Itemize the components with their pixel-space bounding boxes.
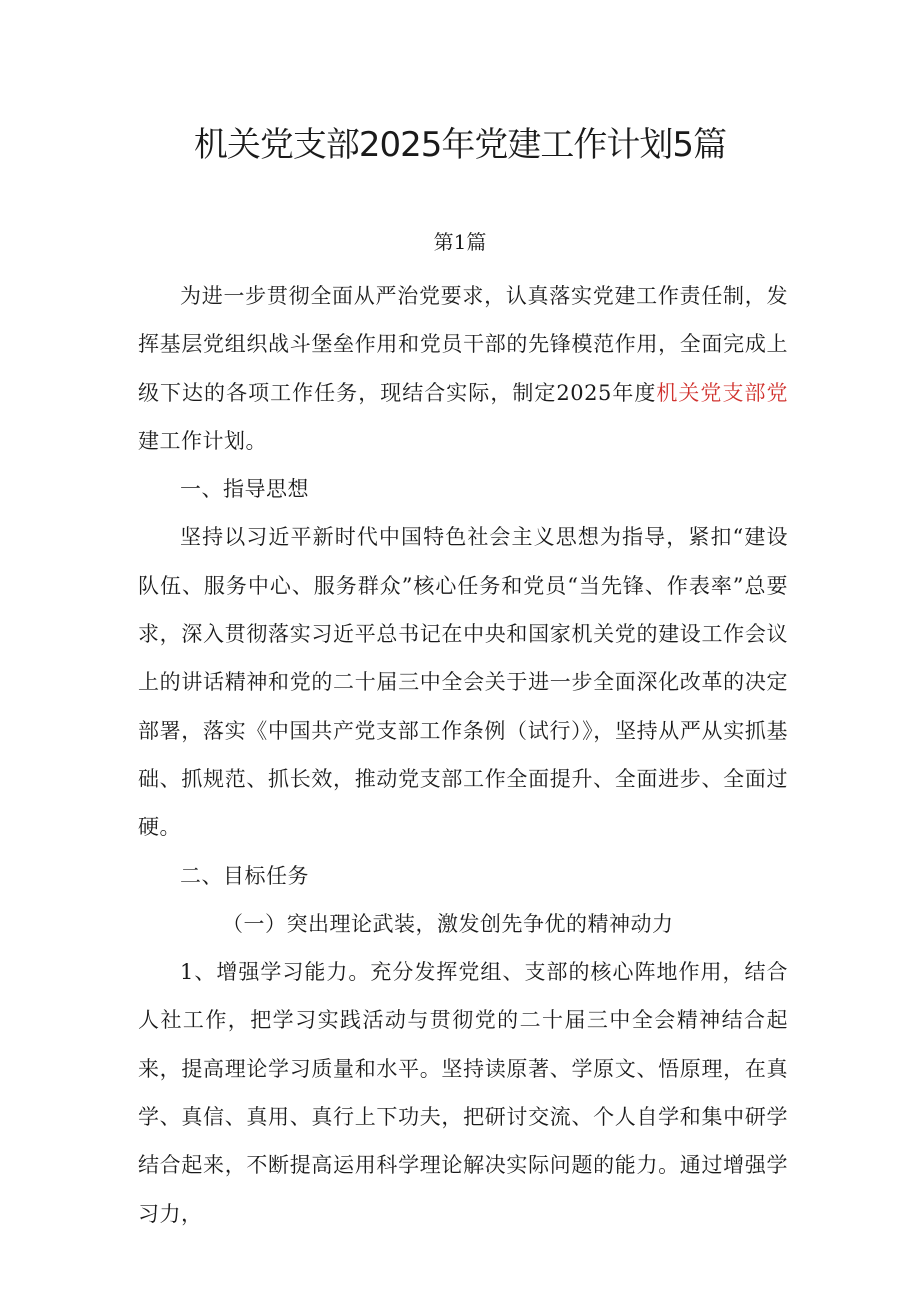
heading-goals-tasks: 二、目标任务 [180,863,309,888]
intro-highlight-text: 机关党支部党 [656,380,788,405]
subheading-theory: （一）突出理论武装，激发创先争优的精神动力 [222,911,674,936]
intro-text: 为进一步贯彻全面从严治党要求，认真落实党建工作责任制，发挥基层党组织战斗堡垒作用和党员干部的先锋模范作用，全面完成上级下达的各项工作任务，现结合实际，制定2025年度 [138,284,788,405]
guiding-paragraph: 坚持以习近平新时代中国特色社会主义思想为指导，紧扣“建设队伍、服务中心、服务群众”核心任务和党员“当先锋、作表率”总要求，深入贯彻落实习近平总书记在中央和国家机关党的建设工作会议上的讲话精神和党的二十届三中全会关于进一步全面深化改革的决定部署，落实《中国共产党支部工作条例（试行）》，坚持从严从实抓基础、抓规范、抓长效，推动党支部工作全面提升、全面进步、全面过硬。 [138,525,788,840]
intro-paragraph [138,272,788,465]
item-1-paragraph: 1、增强学习能力。充分发挥党组、支部的核心阵地作用，结合人社工作，把学习实践活动与贯彻党的二十届三中全会精神结合起来，提高理论学习质量和水平。坚持读原著、学原文、悟原理，在真学、真信、真用、真行上下功夫，把研讨交流、个人自学和集中研学结合起来，不断提高运用科学理论解决实际问题的能力。通过增强学习力， [138,960,788,1226]
heading-guiding-ideology: 一、指导思想 [180,477,309,502]
intro-text-end: 建工作计划。 [138,428,267,453]
document-body [138,272,788,1238]
document-title: 机关党支部2025年党建工作计划5篇 [193,125,727,165]
section-subtitle: 第1篇 [433,230,487,254]
